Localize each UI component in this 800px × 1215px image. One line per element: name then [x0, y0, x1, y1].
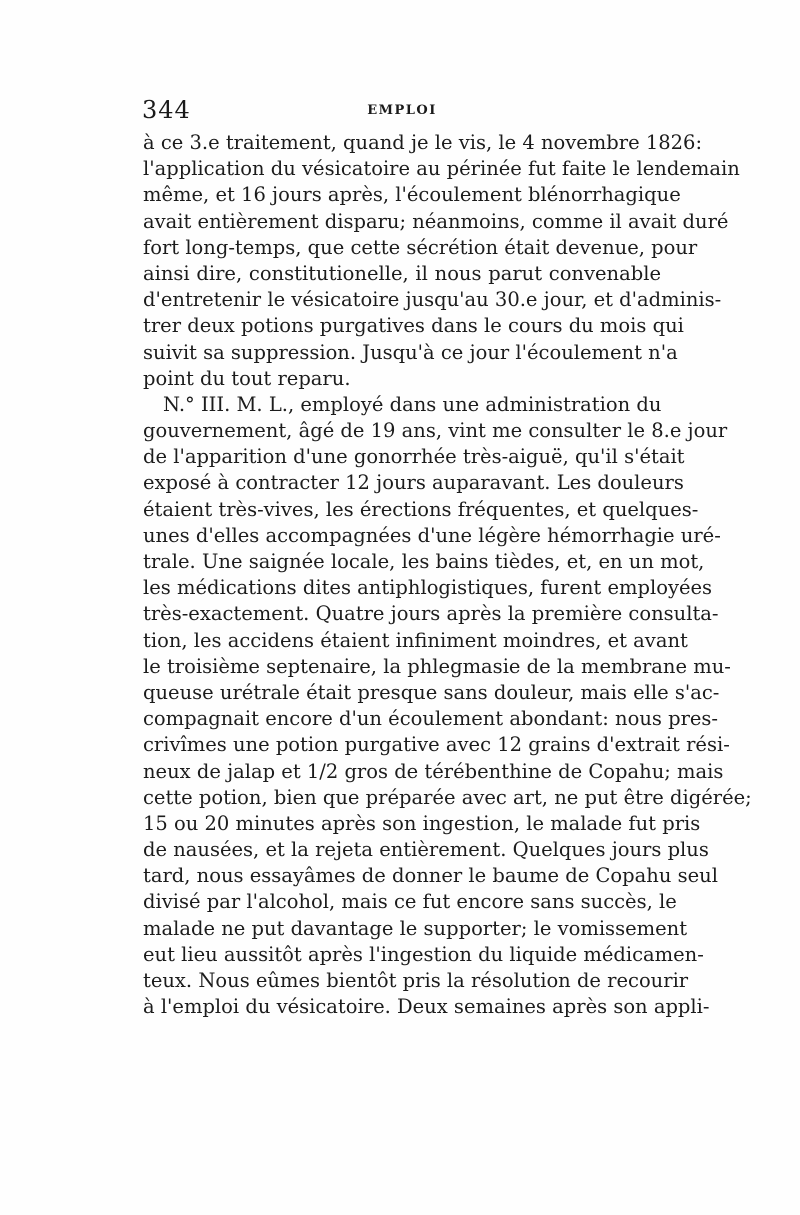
text-line: fort long-temps, que cette sécrétion était devenue, pour: [143, 235, 698, 259]
text-line: ainsi dire, constitutionelle, il nous parut convenable: [143, 261, 661, 285]
text-line: de nausées, et la rejeta entièrement. Quelques jours plus: [143, 838, 709, 862]
text-line: teux. Nous eûmes bientôt pris la résolution de recourir: [143, 969, 689, 992]
text-line: à l'emploi du vésicatoire. Deux semaines après son appli-: [143, 995, 710, 1019]
text-line: compagnait encore d'un écoulement abondant: nous pres-: [143, 707, 719, 731]
text-line: tion, les accidens étaient infiniment moindres, et avant: [143, 628, 688, 652]
text-line: 15 ou 20 minutes après son ingestion, le malade fut pris: [143, 811, 701, 835]
running-title: EMPLOI: [367, 103, 437, 118]
text-line: gouvernement, âgé de 19 ans, vint me consulter le 8.e jour: [143, 419, 728, 443]
text-line: suivit sa suppression. Jusqu'à ce jour l'écoulement n'a: [143, 340, 678, 364]
text-line: à ce 3.e traitement, quand je le vis, le 4 novembre 1826:: [143, 131, 703, 154]
text-line: tard, nous essayâmes de donner le baume de Copahu seul: [143, 864, 718, 888]
text-line: cette potion, bien que préparée avec art, ne put être digérée;: [143, 785, 752, 809]
text-line: trale. Une saignée locale, les bains tièdes, et, en un mot,: [143, 550, 705, 573]
text-line: le troisième septenaire, la phlegmasie de la membrane mu-: [143, 654, 731, 678]
text-line: très-exactement. Quatre jours après la première consulta-: [143, 602, 719, 626]
text-line: avait entièrement disparu; néanmoins, comme il avait duré: [143, 209, 729, 233]
body-text: [143, 130, 752, 1020]
paragraph-end-line: point du tout reparu.: [143, 366, 351, 390]
text-line: unes d'elles accompagnées d'une légère hémorrhagie uré-: [143, 523, 721, 547]
text-line: neux de jalap et 1/2 gros de térébenthine de Copahu; mais: [143, 759, 724, 783]
text-line: malade ne put davantage le supporter; le vomissement: [143, 916, 688, 940]
case-heading-line: N.° III. M. L., employé dans une administration du: [163, 392, 662, 416]
text-line: trer deux potions purgatives dans le cours du mois qui: [143, 314, 684, 338]
text-line: d'entretenir le vésicatoire jusqu'au 30.e jour, et d'adminis-: [143, 288, 722, 312]
text-line: l'application du vésicatoire au périnée fut faite le lendemain: [143, 157, 740, 181]
text-line: queuse urétrale était presque sans douleur, mais elle s'ac-: [143, 680, 720, 704]
text-line: même, et 16 jours après, l'écoulement blénorrhagique: [143, 183, 681, 207]
text-line: divisé par l'alcohol, mais ce fut encore sans succès, le: [143, 890, 677, 914]
text-line: les médications dites antiphlogistiques, furent employées: [143, 576, 713, 600]
text-line: étaient très-vives, les érections fréquentes, et quelques-: [143, 497, 699, 521]
text-line: exposé à contracter 12 jours auparavant. Les douleurs: [143, 471, 684, 495]
page-number: 344: [142, 96, 191, 124]
text-line: de l'apparition d'une gonorrhée très-aiguë, qu'il s'était: [143, 445, 685, 469]
text-line: eut lieu aussitôt après l'ingestion du liquide médicamen-: [143, 942, 704, 966]
text-line: crivîmes une potion purgative avec 12 grains d'extrait rési-: [143, 733, 730, 757]
page-header: [142, 96, 662, 124]
